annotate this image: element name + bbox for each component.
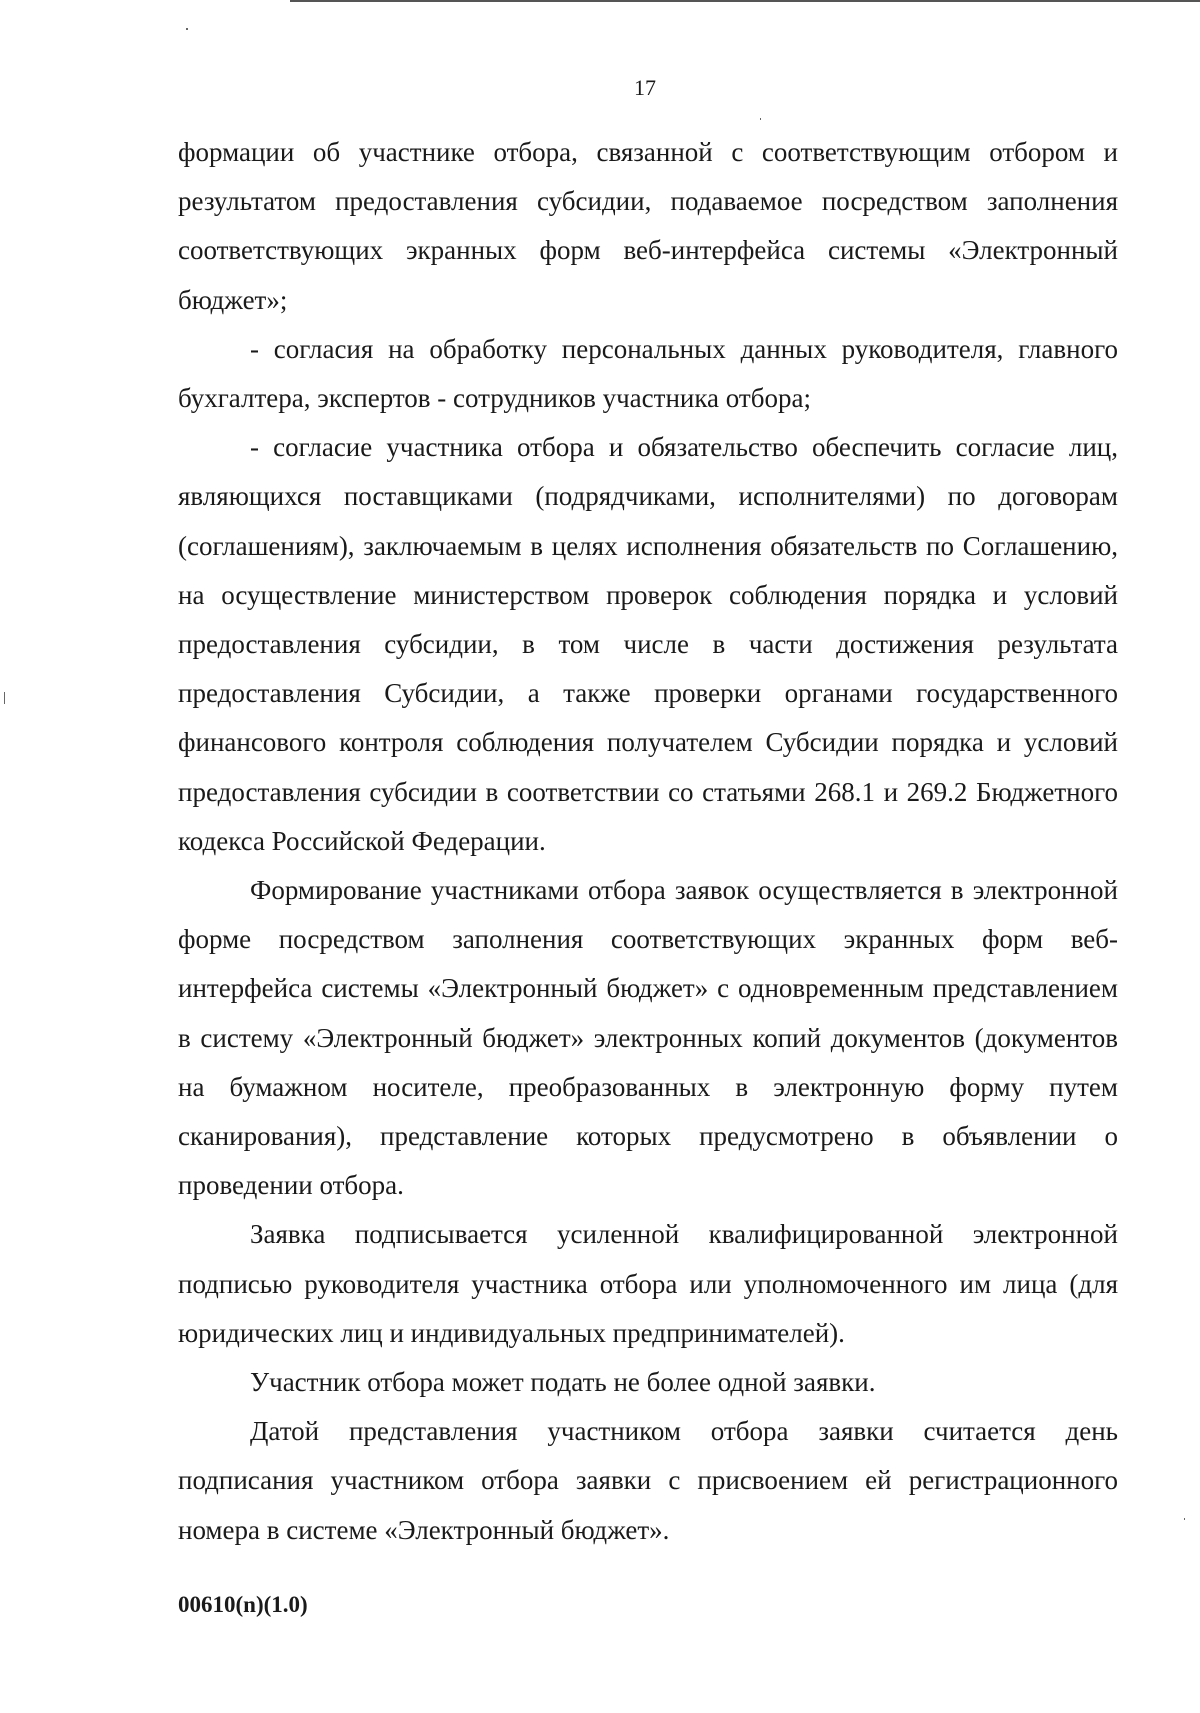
paragraph-application-signing: Заявка подписывается усиленной квалифицированной электронной подписью руководителя участника отбора или уполномоченного им лица (для юридических лиц и индивидуальных предпринимателей). <box>178 1219 1118 1348</box>
paragraph-application-forming: Формирование участниками отбора заявок осуществляется в электронной форме посредством заполнения соответствующих экранных форм веб-интерфейса системы «Электронный бюджет» с одновременным представлением в систему «Электронный бюджет» электронных копий документов (документов на бумажном носителе, преобразованных в электронную форму путем сканирования), представление которых предусмотрено в объявлении о проведении отбора. <box>178 875 1118 1201</box>
paragraph-single-application: Участник отбора может подать не более одной заявки. <box>250 1367 876 1398</box>
page-number: 17 <box>634 75 656 100</box>
paragraph-submission-date: Датой представления участником отбора заявки считается день подписания участником отбора заявки с присвоением ей регистрационного номера в системе «Электронный бюджет». <box>178 1416 1118 1545</box>
scan-speck <box>186 28 188 30</box>
scan-top-edge <box>290 0 1200 2</box>
paragraph-personal-data-consent: - согласия на обработку персональных данных руководителя, главного бухгалтера, экспертов - сотрудников участника отбора; <box>178 333 1118 414</box>
paragraph-inspection-consent: - согласие участника отбора и обязательство обеспечить согласие лиц, являющихся поставщиками (подрядчиками, исполнителями) по договорам (соглашениям), заключаемым в целях исполнения обязательств по Соглашению, на осуществление министерством проверок соблюдения порядка и условий предоставления субсидии, в том числе в части достижения результата предоставления Субсидии, а также проверки органами государственного финансового контроля соблюдения получателем Субсидии порядка и условий предоставления субсидии в соответствии со статьями 268.1 и 269.2 Бюджетного кодекса Российской Федерации. <box>178 432 1118 856</box>
scan-speck <box>4 692 5 704</box>
scan-speck <box>1184 1518 1185 1520</box>
document-footer-code: 00610(n)(1.0) <box>178 1592 308 1617</box>
paragraph-participant-info: формации об участнике отбора, связанной с соответствующим отбором и результатом предоставления субсидии, подаваемое посредством заполнения соответствующих экранных форм веб-интерфейса системы «Электронный бюджет»; <box>178 137 1118 315</box>
document-body <box>178 128 1118 1555</box>
scan-speck <box>760 118 761 120</box>
